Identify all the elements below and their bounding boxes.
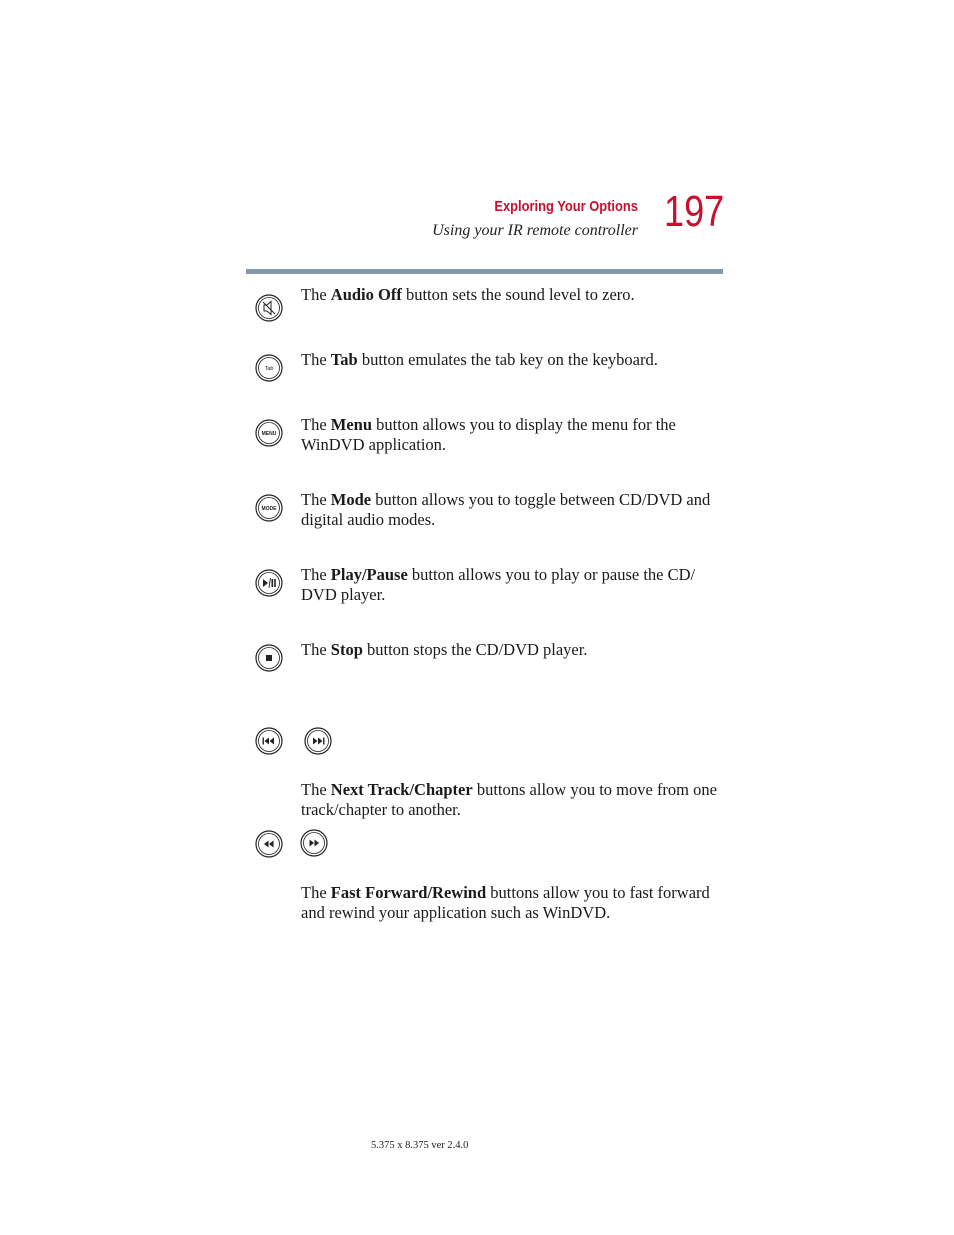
rewind-icon (255, 830, 283, 858)
stop-description: The Stop button stops the CD/DVD player. (301, 640, 588, 659)
tab-description: The Tab button emulates the tab key on the keyboard. (301, 350, 658, 369)
stop-icon (255, 644, 283, 672)
audio-off-icon (255, 294, 283, 322)
tab-button-icon (255, 354, 283, 382)
menu-icon-label: MENU (261, 431, 277, 437)
fast-forward-rewind-description: The Fast Forward/Rewind buttons allow you to fast forward and rewind your application such as WinDVD. (301, 883, 710, 922)
previous-track-icon (255, 727, 283, 755)
tab-icon-label: Tab (264, 366, 274, 372)
header-rule (246, 269, 723, 274)
next-track-icon (304, 727, 332, 755)
play-pause-icon (255, 569, 283, 597)
footer-version: 5.375 x 8.375 ver 2.4.0 (371, 1140, 469, 1151)
running-header-subsection: Using your IR remote controller (432, 222, 638, 239)
fast-forward-icon (300, 829, 328, 857)
menu-button-icon (255, 419, 283, 447)
play-pause-description: The Play/Pause button allows you to play or pause the CD/ DVD player. (301, 565, 696, 604)
menu-description: The Menu button allows you to display the menu for the WinDVD application. (301, 415, 676, 454)
running-header-section: Exploring Your Options (494, 198, 638, 215)
mode-description: The Mode button allows you to toggle between CD/DVD and digital audio modes. (301, 490, 711, 529)
page-number: 197 (664, 187, 725, 236)
mode-button-icon (255, 494, 283, 522)
mode-icon-label: MODE (261, 506, 277, 512)
next-track-description: The Next Track/Chapter buttons allow you to move from one track/chapter to another. (301, 780, 717, 819)
audio-off-description: The Audio Off button sets the sound level to zero. (301, 285, 635, 304)
